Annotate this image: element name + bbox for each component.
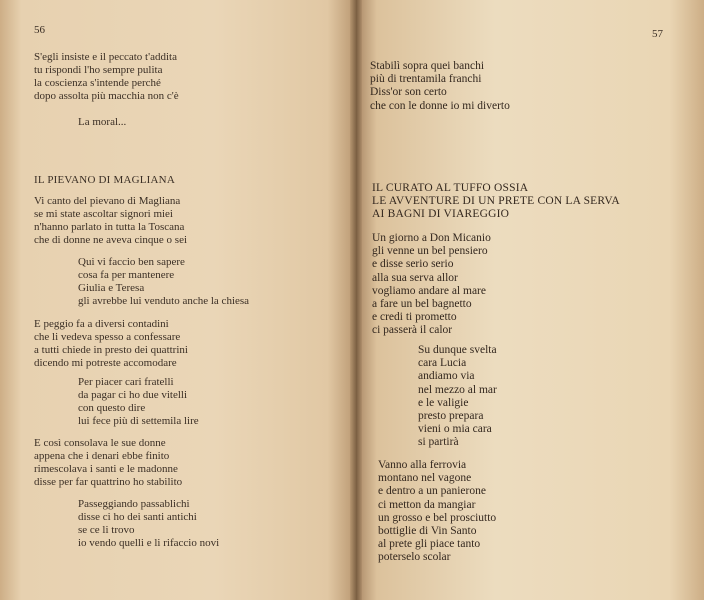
verse-line: la coscienza s'intende perché (34, 77, 161, 89)
verse-line: lui fece più di settemila lire (78, 415, 199, 427)
verse-line: se ce li trovo (78, 524, 135, 536)
verse-line: Qui vi faccio ben sapere (78, 256, 185, 268)
verse-line: presto prepara (418, 410, 484, 423)
verse-line: che li vedeva spesso a confessare (34, 331, 181, 343)
heading-line: AI BAGNI DI VIAREGGIO (372, 208, 510, 221)
verse-line: montano nel vagone (378, 472, 472, 485)
heading-line: LE AVVENTURE DI UN PRETE CON LA SERVA (372, 195, 620, 208)
moral-line: La moral... (78, 116, 127, 128)
verse-line: alla sua serva allor (372, 271, 458, 284)
verse-line: un grosso e bel prosciutto (378, 511, 497, 524)
left-stanza-5 (78, 376, 199, 428)
verse-line: andiamo via (418, 370, 475, 383)
verse-line: disse ci ho dei santi antichi (78, 511, 197, 523)
verse-line: a fare un bel bagnetto (372, 298, 472, 311)
left-stanza-3 (78, 256, 249, 308)
verse-line: poterselo scolar (378, 551, 451, 564)
verse-line: E così consolava le sue donne (34, 437, 166, 449)
verse-line: vogliamo andare al mare (372, 284, 486, 297)
verse-line: e le valigie (418, 396, 469, 409)
verse-line: cosa fa per mantenere (78, 269, 175, 281)
verse-line: Per piacer cari fratelli (78, 376, 174, 388)
verse-line: disse per far quattrino ho stabilito (34, 476, 183, 488)
verse-line: e disse serio serio (372, 258, 454, 271)
right-page (356, 0, 704, 600)
verse-line: Vanno alla ferrovia (378, 459, 467, 471)
verse-line: dopo assolta più macchia non c'è (34, 90, 179, 102)
verse-line: che di donne ne aveva cinque o sei (34, 234, 188, 246)
verse-line: si partirà (418, 436, 459, 449)
verse-line: a tutti chiede in presto dei quattrini (34, 344, 188, 356)
verse-line: al prete gli piace tanto (378, 538, 481, 551)
verse-line: io vendo quelli e li rifaccio novi (78, 537, 220, 549)
verse-line: gli avrebbe lui venduto anche la chiesa (78, 295, 250, 307)
verse-line: nel mezzo al mar (418, 383, 497, 396)
verse-line: Giulia e Teresa (78, 282, 145, 294)
right-stanza-4 (378, 459, 496, 565)
right-stanza-2 (372, 232, 491, 338)
left-stanza-4 (34, 318, 188, 370)
left-stanza-1 (34, 51, 179, 103)
verse-line: che con le donne io mi diverto (370, 99, 510, 112)
heading-line: IL CURATO AL TUFFO OSSIA (372, 182, 529, 194)
right-stanza-1 (370, 60, 510, 113)
verse-line: S'egli insiste e il peccato t'addita (34, 51, 177, 63)
verse-line: appena che i denari ebbe finito (34, 450, 170, 462)
verse-line: gli venne un bel pensiero (372, 245, 488, 258)
verse-line: bottiglie di Vin Santo (378, 525, 477, 538)
verse-line: con questo dire (78, 402, 146, 414)
right-stanza-3 (418, 344, 497, 450)
verse-line: E peggio fa a diversi contadini (34, 318, 169, 330)
verse-line: e dentro a un panierone (378, 485, 486, 498)
section-heading-pievano: IL PIEVANO DI MAGLIANA (34, 174, 175, 186)
left-stanza-6 (34, 437, 182, 489)
verse-line: tu rispondi l'ho sempre pulita (34, 64, 163, 76)
verse-line: n'hanno parlato in tutta la Toscana (34, 221, 185, 233)
book-gutter (350, 0, 362, 600)
verse-line: dicendo mi potreste accomodare (34, 357, 177, 369)
verse-line: Vi canto del pievano di Magliana (34, 195, 181, 207)
left-stanza-7 (78, 498, 219, 550)
left-stanza-2 (34, 195, 187, 247)
verse-line: Stabilì sopra quei banchi (370, 60, 485, 72)
verse-line: e credi ti prometto (372, 311, 457, 324)
verse-line: ci passerà il calor (372, 324, 453, 337)
verse-line: Passeggiando passablichi (78, 498, 190, 510)
page-number-left: 56 (34, 24, 45, 36)
verse-line: vieni o mia cara (418, 423, 492, 436)
verse-line: più di trentamila franchi (370, 73, 482, 86)
verse-line: Diss'or son certo (370, 86, 447, 99)
verse-line: Un giorno a Don Micanio (372, 232, 491, 244)
verse-line: cara Lucia (418, 357, 467, 370)
page-number-right: 57 (652, 28, 663, 40)
verse-line: rimescolava i santi e le madonne (34, 463, 178, 475)
section-heading-curato (372, 182, 620, 222)
verse-line: da pagar ci ho due vitelli (78, 389, 188, 401)
verse-line: se mi state ascoltar signori miei (34, 208, 173, 220)
verse-line: ci metton da mangiar (378, 498, 476, 511)
verse-line: Su dunque svelta (418, 344, 497, 356)
